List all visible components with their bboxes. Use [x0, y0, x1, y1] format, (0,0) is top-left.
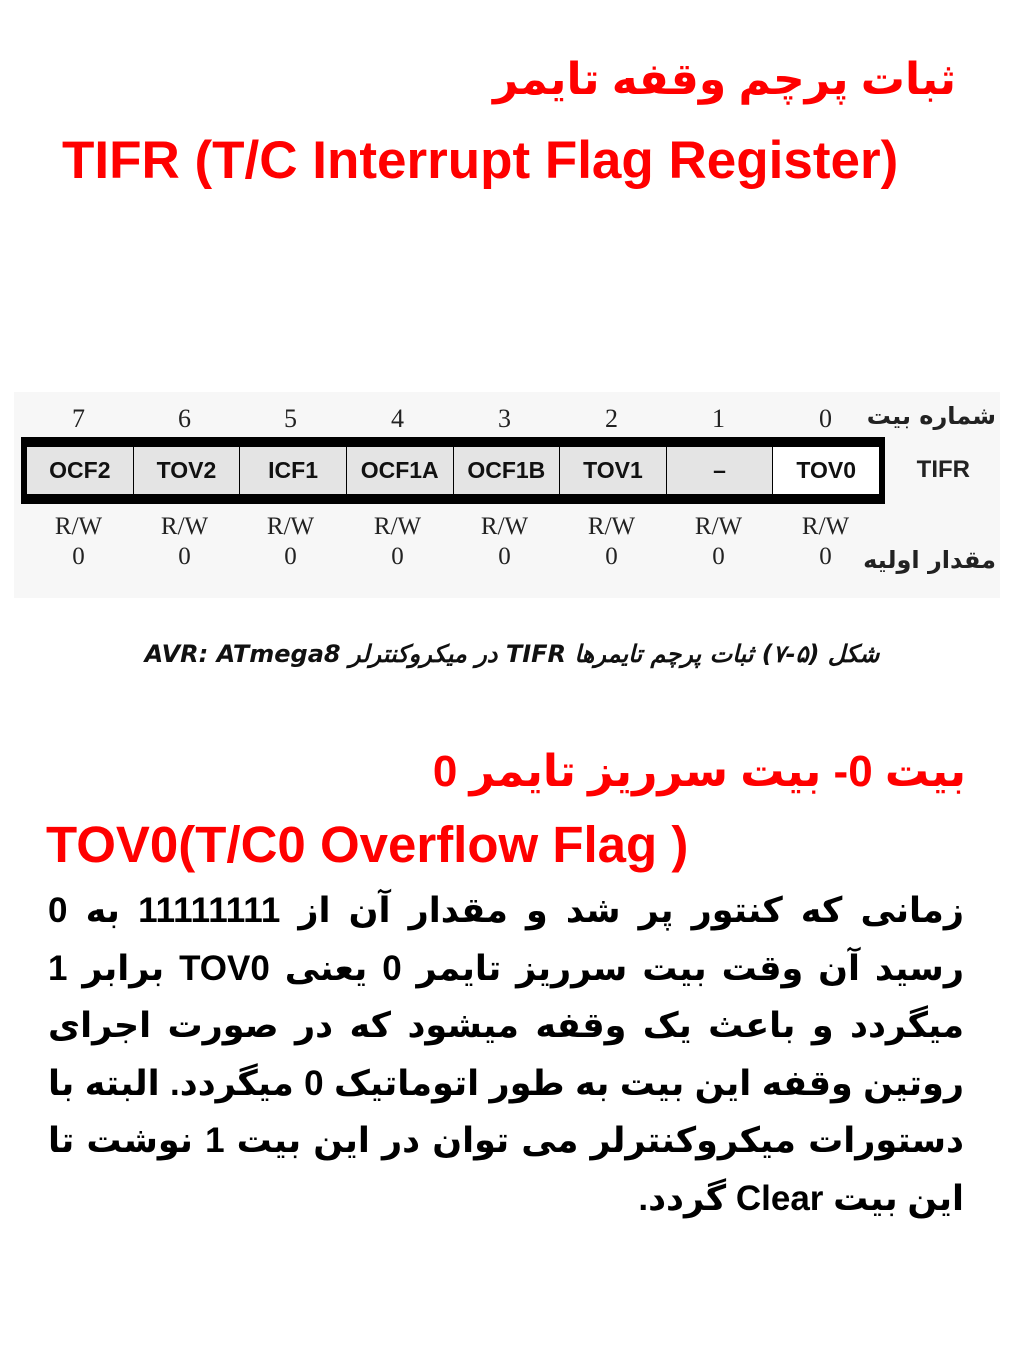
bit-number: 2	[605, 404, 618, 433]
bit-access-info	[451, 512, 558, 572]
initial-value: 0	[284, 543, 297, 570]
bit-access-info	[665, 512, 772, 572]
bit-access-info	[344, 512, 451, 572]
register-cell-tov1: TOV1	[559, 447, 666, 494]
bit-number: 3	[498, 404, 511, 433]
section-heading-english: TOV0(T/C0 Overflow Flag )	[46, 816, 689, 873]
bit-number: 4	[391, 404, 404, 433]
initial-value: 0	[178, 543, 191, 570]
register-cell-tov0: TOV0	[772, 447, 879, 494]
register-cell-icf1: ICF1	[239, 447, 346, 494]
label-bit-number: شماره بیت	[866, 402, 996, 430]
bit-number: 6	[178, 404, 191, 433]
bit-access-info	[558, 512, 665, 572]
access-mode: R/W	[373, 513, 422, 540]
initial-value: 0	[819, 543, 832, 570]
register-cell-ocf1b: OCF1B	[453, 447, 560, 494]
figure-caption-text: شکل (۵-۷) ثبات پرچم تایمرها TIFR در میکروکنترلر AVR: ATmega8	[144, 640, 880, 668]
access-mode: R/W	[160, 513, 209, 540]
bit-number: 1	[712, 404, 725, 433]
figure-caption	[0, 640, 1024, 668]
bit-number: 5	[284, 404, 297, 433]
access-mode: R/W	[54, 513, 103, 540]
page-title-english: TIFR (T/C Interrupt Flag Register)	[62, 131, 899, 190]
access-mode: R/W	[266, 513, 315, 540]
tifr-register-bar	[21, 437, 885, 504]
initial-value: 0	[72, 543, 85, 570]
bit-access-info	[131, 512, 238, 572]
bit-access-info	[237, 512, 344, 572]
initial-value: 0	[712, 543, 725, 570]
section-heading-persian: بیت 0- بیت سرریز تایمر 0	[432, 747, 966, 796]
label-initial-value: مقدار اولیه	[863, 546, 996, 574]
access-mode: R/W	[801, 513, 850, 540]
register-cell-ocf1a: OCF1A	[346, 447, 453, 494]
bit-number: 7	[72, 404, 85, 433]
register-cell-reserved: –	[666, 447, 773, 494]
bit-access-info	[25, 512, 132, 572]
label-register-name: TIFR	[916, 456, 970, 483]
bit-number: 0	[819, 404, 832, 433]
access-mode: R/W	[587, 513, 636, 540]
body-paragraph: زمانی که کنتور پر شد و مقدار آن از 11111111 به 0 رسید آن وقت بیت سرریز تایمر 0 یعنی TOV0 برابر 1 میگردد و باعث یک وقفه میشود که در صورت اجرای روتین وقفه این بیت به طور اتوماتیک 0 میگردد. البته با دستورات میکروکنترلر می توان در این بیت 1 نوشت تا این بیت Clear گردد.	[48, 891, 964, 1218]
access-mode: R/W	[480, 513, 529, 540]
register-cell-ocf2: OCF2	[27, 447, 133, 494]
initial-value: 0	[391, 543, 404, 570]
access-mode: R/W	[694, 513, 743, 540]
page-title-persian: ثبات پرچم وقفه تایمر	[493, 55, 956, 104]
initial-value: 0	[498, 543, 511, 570]
register-cell-tov2: TOV2	[133, 447, 240, 494]
initial-value: 0	[605, 543, 618, 570]
